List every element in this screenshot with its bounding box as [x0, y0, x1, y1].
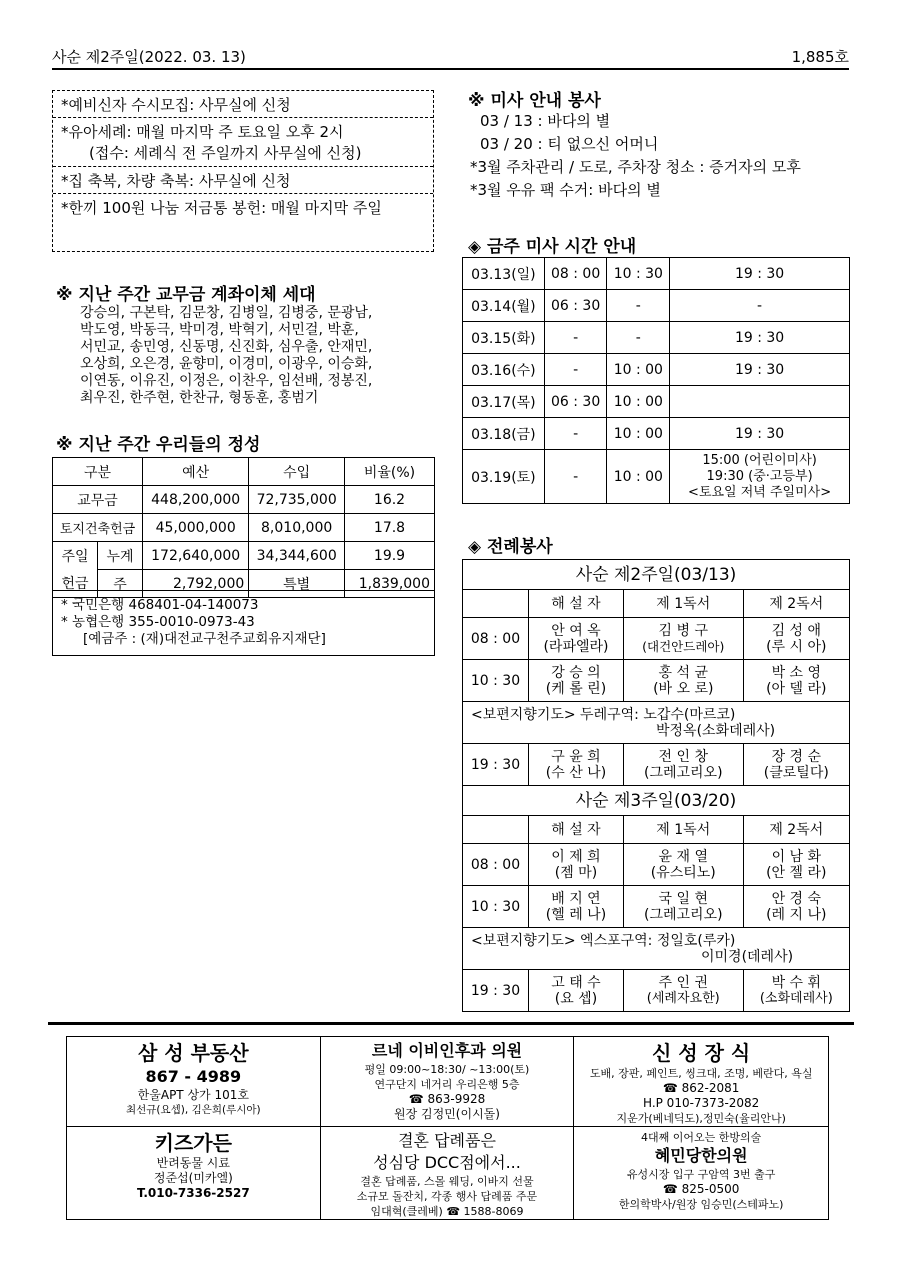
- ad-line: ☎ 862-2081: [662, 1081, 740, 1095]
- cell: [623, 660, 743, 702]
- cell: [529, 970, 624, 1012]
- notice-piggybank: *한끼 100원 나눔 저금통 봉헌: 매월 마지막 주일: [61, 199, 382, 217]
- bank-line: * 농협은행 355-0010-0973-43: [61, 614, 255, 630]
- row-label: 교무금: [53, 486, 143, 514]
- ad-line: 지운가(베네딕도),정민숙(율리안나): [616, 1112, 786, 1125]
- ad-phone: 867 - 4989: [145, 1067, 242, 1086]
- name: 박 소 영: [771, 664, 822, 681]
- name: 강 승 의: [551, 664, 601, 681]
- cell: 03.15(화): [463, 322, 545, 354]
- issue-number: 1,885호: [791, 48, 849, 66]
- name: 박 수 휘: [771, 974, 822, 991]
- cell: 448,200,000: [143, 486, 249, 514]
- week-title: 사순 제3주일(03/20): [463, 786, 850, 816]
- col-header: 해 설 자: [529, 590, 624, 618]
- blank-cell: [463, 816, 529, 844]
- cell: 45,000,000: [143, 514, 249, 542]
- week-title: 사순 제2주일(03/13): [463, 560, 850, 590]
- ad-line: 반려동물 시료: [156, 1156, 230, 1170]
- cell: 19.9: [345, 542, 435, 570]
- cell: [623, 618, 743, 660]
- prayer-line: 박정옥(소화데레사): [656, 722, 776, 739]
- cell: 08 : 00: [544, 258, 607, 290]
- time: 19 : 30: [463, 744, 529, 786]
- col-header: 제 1독서: [623, 816, 743, 844]
- ad-line: ☎ 825-0500: [662, 1182, 740, 1196]
- line: 15:00 (어린이미사): [702, 452, 817, 468]
- saint: (그레고리오): [644, 906, 723, 923]
- cell: 03.13(일): [463, 258, 545, 290]
- col-header: 제 2독서: [743, 816, 849, 844]
- name: 국 일 현: [658, 890, 709, 907]
- saint: (소화데레사): [759, 990, 833, 1006]
- saint: (클로틸다): [763, 764, 829, 781]
- row-label: 누계: [98, 542, 143, 570]
- col-header: 구분: [53, 458, 143, 486]
- cell: 10 : 00: [607, 418, 670, 450]
- ad-line: 임대혁(클레베) ☎ 1588-8069: [370, 1205, 524, 1218]
- row-label: 토지건축헌금: [53, 514, 143, 542]
- cell: [529, 844, 624, 886]
- saint: (바 오 로): [653, 680, 714, 697]
- notice-box: [52, 90, 434, 252]
- mass-service-list: [470, 110, 801, 202]
- cell: 03.16(수): [463, 354, 545, 386]
- ad-bakery: [320, 1127, 574, 1220]
- name: 전 인 창: [658, 748, 709, 765]
- ad-line: 한의학박사/원장 임승민(스테파노): [618, 1198, 784, 1211]
- saint: (세례자요한): [646, 990, 720, 1006]
- bulletin-date: 사순 제2주일(2022. 03. 13): [52, 48, 246, 66]
- offering-title: ※ 지난 주간 우리들의 정성: [56, 435, 261, 455]
- saint: (요 셉): [554, 990, 598, 1007]
- cell: 10 : 00: [607, 386, 670, 418]
- cell: 06 : 30: [544, 290, 607, 322]
- cell: [743, 744, 849, 786]
- notice-blessing: *집 축복, 차량 축복: 사무실에 신청: [53, 167, 433, 194]
- ad-line: 4대째 이어오는 한방의술: [641, 1131, 762, 1144]
- prayer-row: [463, 702, 850, 744]
- service-line: 03 / 20 : 티 없으신 어머니: [480, 135, 659, 153]
- name: 구 윤 희: [551, 748, 601, 765]
- saint: (라파엘라): [543, 638, 609, 655]
- saint: (유스티노): [650, 864, 716, 881]
- cell: 19 : 30: [670, 258, 850, 290]
- notice-infant-baptism: [53, 118, 433, 167]
- footer-divider: [48, 1022, 854, 1025]
- ad-line: ☎ 863-9928: [408, 1092, 486, 1106]
- saint: (안 젤 라): [766, 864, 827, 881]
- names-line: 최우진, 한주현, 한찬규, 형동훈, 홍범기: [80, 390, 319, 406]
- names-line: 서민교, 송민영, 신동명, 신진화, 심우출, 안재민,: [80, 339, 373, 355]
- prayer-line: <보편지향기도> 두레구역: 노갑수(마르코): [471, 706, 736, 723]
- time: 19 : 30: [463, 970, 529, 1012]
- bank-holder: [예금주 : (재)대전교구천주교회유지재단]: [83, 631, 326, 647]
- saint: (헬 레 나): [545, 906, 607, 923]
- name: 윤 재 열: [658, 848, 709, 865]
- name: 배 지 연: [551, 890, 601, 907]
- cell: 03.14(월): [463, 290, 545, 322]
- blank-cell: [463, 590, 529, 618]
- notice-catechumen: *예비신자 수시모집: 사무실에 신청: [53, 91, 433, 118]
- cell: 8,010,000: [249, 514, 345, 542]
- cell: -: [607, 290, 670, 322]
- saint: (수 산 나): [545, 764, 607, 781]
- schedule-title: ◈ 금주 미사 시간 안내: [468, 237, 637, 257]
- names-line: 강승의, 구본탁, 김문창, 김병일, 김병중, 문광남,: [80, 305, 373, 321]
- row-label: 헌금: [53, 570, 98, 598]
- name: 장 경 순: [771, 748, 822, 765]
- col-header: 수입: [249, 458, 345, 486]
- notice-baptism-line: *유아세례: 매월 마지막 주 토요일 오후 2시: [61, 123, 344, 141]
- saint: (루 시 아): [766, 638, 827, 655]
- ad-title: 혜민당한의원: [654, 1146, 748, 1165]
- ad-kidsgarden: [67, 1127, 321, 1220]
- service-line: *3월 주차관리 / 도로, 주차장 청소 : 증거자의 모후: [470, 158, 801, 176]
- ad-line: 소규모 돌잔치, 각종 행사 답례품 주문: [356, 1190, 538, 1203]
- row-label: 주: [98, 570, 143, 598]
- cell: [623, 744, 743, 786]
- names-line: 이연동, 이유진, 이정은, 이찬우, 임선배, 정봉진,: [80, 373, 373, 389]
- ad-realestate: [67, 1037, 321, 1127]
- cell: 03.19(토): [463, 450, 545, 504]
- name: 김 성 애: [771, 622, 822, 639]
- cell: [743, 618, 849, 660]
- ad-title: 키즈가든: [154, 1131, 232, 1155]
- ad-title: 르네 이비인후과 의원: [371, 1041, 523, 1060]
- name: 이 남 화: [771, 848, 822, 865]
- cell: [529, 660, 624, 702]
- cell: 10 : 00: [607, 450, 670, 504]
- ad-line: 정준섭(미카엘): [153, 1171, 233, 1185]
- name: 이 제 희: [551, 848, 601, 865]
- mass-schedule-table: [462, 257, 850, 504]
- cell: 19 : 30: [670, 322, 850, 354]
- prayer-line: <보편지향기도> 엑스포구역: 정일호(루카): [471, 932, 736, 949]
- ad-line: 한울APT 상가 101호: [137, 1088, 249, 1102]
- time: 10 : 30: [463, 660, 529, 702]
- ad-line: 결혼 답례품, 스몰 웨딩, 이바지 선물: [360, 1175, 534, 1188]
- ad-oriental-clinic: [574, 1127, 829, 1220]
- ad-line: 원장 김정민(이시돌): [394, 1107, 500, 1121]
- cell: 19 : 30: [670, 354, 850, 386]
- cell: [743, 970, 849, 1012]
- name: 주 인 권: [658, 974, 709, 991]
- cell: 03.18(금): [463, 418, 545, 450]
- cell: 03.17(목): [463, 386, 545, 418]
- cell: 16.2: [345, 486, 435, 514]
- liturgy-title: ◈ 전례봉사: [468, 537, 553, 557]
- name: 안 경 숙: [771, 890, 822, 907]
- saint: (젬 마): [554, 864, 598, 881]
- names-line: 오상희, 오은경, 윤향미, 이경미, 이광우, 이승화,: [80, 356, 373, 372]
- cell: -: [544, 450, 607, 504]
- ad-line: 도배, 장판, 페인트, 씽크대, 조명, 베란다, 욕실: [589, 1067, 813, 1080]
- saint: (케 롤 린): [545, 680, 607, 697]
- time: 10 : 30: [463, 886, 529, 928]
- saturday-masses: [670, 450, 850, 504]
- transfer-names: [80, 305, 430, 407]
- cell: [743, 844, 849, 886]
- cell: [623, 844, 743, 886]
- names-line: 박도영, 박동극, 박미경, 박혁기, 서민걸, 박훈,: [80, 322, 359, 338]
- cell: 19 : 30: [670, 418, 850, 450]
- cell: [529, 744, 624, 786]
- liturgy-table: [462, 559, 850, 1012]
- service-line: 03 / 13 : 바다의 별: [480, 112, 611, 130]
- ad-line: 최선규(요셉), 김은희(루시아): [126, 1104, 261, 1116]
- cell: [623, 970, 743, 1012]
- name: 안 여 옥: [551, 622, 601, 639]
- line: 19:30 (중·고등부): [706, 468, 813, 484]
- name: 김 병 구: [658, 622, 709, 639]
- cell: 34,344,600: [249, 542, 345, 570]
- time: 08 : 00: [463, 844, 529, 886]
- cell: -: [670, 290, 850, 322]
- col-header: 제 1독서: [623, 590, 743, 618]
- ad-line: T.010-7336-2527: [136, 1186, 250, 1200]
- transfer-title: ※ 지난 주간 교무금 계좌이체 세대: [56, 285, 316, 305]
- cell: 72,735,000: [249, 486, 345, 514]
- col-header: 제 2독서: [743, 590, 849, 618]
- ad-line: 유성시장 입구 구암역 3번 출구: [626, 1168, 776, 1181]
- bank-line: * 국민은행 468401-04-140073: [61, 597, 259, 613]
- cell: [529, 886, 624, 928]
- cell: [743, 660, 849, 702]
- name: 고 태 수: [551, 974, 601, 991]
- row-label: 주일: [53, 542, 98, 570]
- ads-grid: [66, 1036, 829, 1220]
- offering-table: [52, 457, 435, 598]
- cell: 1,839,000: [345, 570, 435, 598]
- col-header: 비율(%): [345, 458, 435, 486]
- saint: (레 지 나): [766, 906, 827, 923]
- ad-title: 결혼 답례품은: [398, 1131, 496, 1150]
- notice-baptism-register: (접수: 세례식 전 주일까지 사무실에 신청): [89, 144, 362, 162]
- cell: 2,792,000: [143, 570, 249, 598]
- ad-title: 신 성 장 식: [652, 1041, 751, 1065]
- saint: (아 델 라): [766, 680, 827, 697]
- cell: 172,640,000: [143, 542, 249, 570]
- col-header: 해 설 자: [529, 816, 624, 844]
- cell: -: [544, 418, 607, 450]
- time: 08 : 00: [463, 618, 529, 660]
- ad-line: 평일 09:00~18:30/ ~13:00(토): [364, 1063, 530, 1076]
- name: 홍 석 균: [658, 664, 709, 681]
- ad-interior: [574, 1037, 829, 1127]
- cell: [670, 386, 850, 418]
- cell: 특별: [249, 570, 345, 598]
- page-header: [52, 46, 849, 70]
- cell: 06 : 30: [544, 386, 607, 418]
- ad-ent-clinic: [320, 1037, 574, 1127]
- bank-accounts: [52, 590, 435, 656]
- service-line: *3월 우유 팩 수거: 바다의 별: [470, 181, 661, 199]
- cell: [623, 886, 743, 928]
- cell: 17.8: [345, 514, 435, 542]
- ad-line: H.P 010-7373-2082: [643, 1096, 760, 1110]
- prayer-line: 이미경(데레사): [701, 948, 794, 965]
- ad-line: 연구단지 네거리 우리은행 5층: [374, 1078, 520, 1091]
- col-header: 예산: [143, 458, 249, 486]
- saint: (대건안드레아): [642, 638, 725, 654]
- cell: [743, 886, 849, 928]
- cell: -: [544, 322, 607, 354]
- cell: -: [607, 322, 670, 354]
- cell: 10 : 30: [607, 258, 670, 290]
- cell: [529, 618, 624, 660]
- line: <토요일 저녁 주일미사>: [688, 484, 832, 500]
- mass-service-title: ※ 미사 안내 봉사: [468, 91, 601, 111]
- ad-title: 삼 성 부동산: [138, 1041, 249, 1065]
- ad-title: 성심당 DCC점에서...: [373, 1153, 521, 1172]
- saint: (그레고리오): [644, 764, 723, 781]
- cell: 10 : 00: [607, 354, 670, 386]
- cell: -: [544, 354, 607, 386]
- prayer-row: [463, 928, 850, 970]
